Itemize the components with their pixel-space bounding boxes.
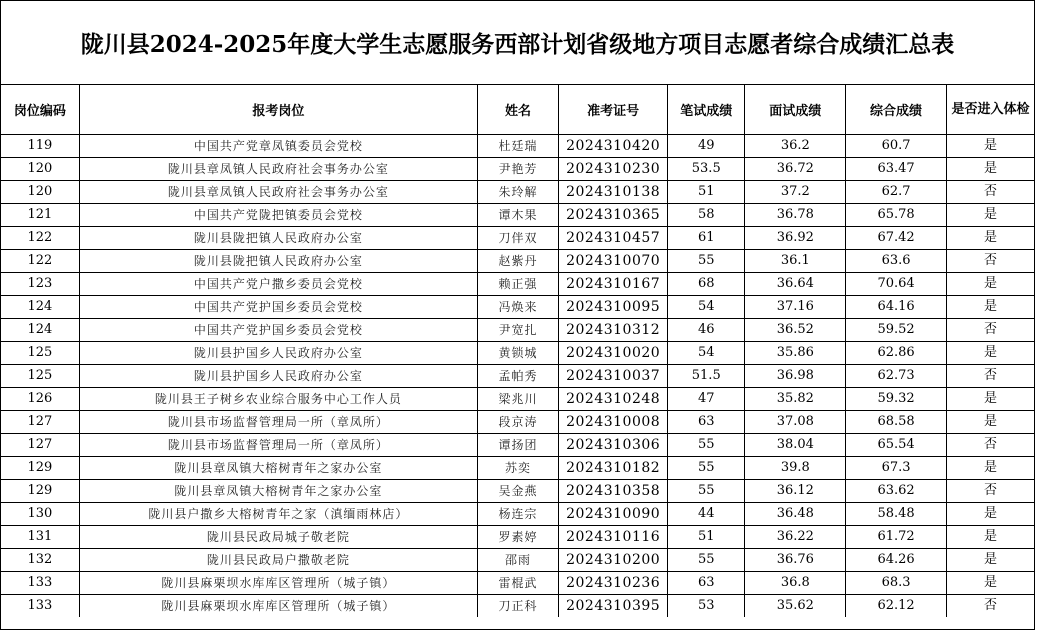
cell-code: 133 [1,572,79,595]
cell-total: 67.3 [846,457,947,480]
table-row [1,572,1034,595]
cell-code: 133 [1,595,79,618]
cell-post: 中国共产党户撒乡委员会党校 [79,273,477,296]
cell-total: 67.42 [846,227,947,250]
cell-code: 129 [1,457,79,480]
cell-interview: 36.8 [745,572,846,595]
cell-physical: 是 [946,503,1034,526]
cell-name: 吴金燕 [477,480,558,503]
cell-total: 63.6 [846,250,947,273]
cell-exam-id: 2024310182 [559,457,668,480]
header-row [1,85,1034,135]
cell-post: 陇川县章凤镇人民政府社会事务办公室 [79,181,477,204]
cell-written: 55 [668,457,745,480]
cell-interview: 36.1 [745,250,846,273]
cell-total: 63.47 [846,158,947,181]
cell-name: 孟帕秀 [477,365,558,388]
cell-post: 陇川县麻栗坝水库库区管理所（城子镇） [79,595,477,618]
cell-exam-id: 2024310358 [559,480,668,503]
cell-written: 51 [668,181,745,204]
cell-total: 62.12 [846,595,947,618]
cell-post: 中国共产党护国乡委员会党校 [79,319,477,342]
cell-post: 陇川县章凤镇人民政府社会事务办公室 [79,158,477,181]
cell-exam-id: 2024310312 [559,319,668,342]
table-row [1,526,1034,549]
cell-physical: 是 [946,411,1034,434]
cell-name: 尹艳芳 [477,158,558,181]
cell-total: 62.73 [846,365,947,388]
cell-total: 59.52 [846,319,947,342]
cell-total: 59.32 [846,388,947,411]
table-row [1,434,1034,457]
table-row [1,411,1034,434]
cell-total: 58.48 [846,503,947,526]
cell-exam-id: 2024310116 [559,526,668,549]
cell-post: 陇川县民政局城子敬老院 [79,526,477,549]
cell-physical: 是 [946,135,1034,158]
cell-exam-id: 2024310070 [559,250,668,273]
cell-post: 陇川县市场监督管理局一所（章凤所） [79,411,477,434]
cell-code: 127 [1,411,79,434]
table-row [1,204,1034,227]
cell-code: 120 [1,181,79,204]
cell-exam-id: 2024310236 [559,572,668,595]
cell-interview: 36.98 [745,365,846,388]
cell-interview: 36.52 [745,319,846,342]
cell-name: 黄锁城 [477,342,558,365]
cell-interview: 36.22 [745,526,846,549]
cell-total: 68.3 [846,572,947,595]
cell-total: 64.16 [846,296,947,319]
cell-name: 雷棍武 [477,572,558,595]
cell-interview: 35.82 [745,388,846,411]
cell-written: 63 [668,411,745,434]
cell-exam-id: 2024310306 [559,434,668,457]
cell-post: 陇川县陇把镇人民政府办公室 [79,227,477,250]
cell-written: 55 [668,549,745,572]
cell-code: 122 [1,250,79,273]
cell-total: 60.7 [846,135,947,158]
cell-code: 129 [1,480,79,503]
cell-total: 70.64 [846,273,947,296]
header-written: 笔试成绩 [668,85,745,135]
cell-name: 邵雨 [477,549,558,572]
cell-code: 127 [1,434,79,457]
table-row [1,365,1034,388]
cell-post: 陇川县护国乡人民政府办公室 [79,365,477,388]
cell-total: 64.26 [846,549,947,572]
table-row [1,480,1034,503]
cell-name: 杨连宗 [477,503,558,526]
table-row [1,135,1034,158]
table-row [1,457,1034,480]
cell-physical: 是 [946,296,1034,319]
cell-interview: 36.2 [745,135,846,158]
cell-exam-id: 2024310037 [559,365,668,388]
cell-name: 段京涛 [477,411,558,434]
cell-code: 124 [1,319,79,342]
cell-code: 132 [1,549,79,572]
cell-total: 62.7 [846,181,947,204]
cell-interview: 39.8 [745,457,846,480]
cell-post: 陇川县章凤镇大榕树青年之家办公室 [79,457,477,480]
cell-name: 朱玲解 [477,181,558,204]
cell-exam-id: 2024310090 [559,503,668,526]
cell-physical: 是 [946,549,1034,572]
cell-physical: 是 [946,158,1034,181]
cell-interview: 36.64 [745,273,846,296]
cell-name: 罗素婷 [477,526,558,549]
cell-name: 苏奕 [477,457,558,480]
cell-exam-id: 2024310167 [559,273,668,296]
table-row [1,503,1034,526]
cell-written: 55 [668,480,745,503]
cell-name: 梁兆川 [477,388,558,411]
cell-interview: 36.72 [745,158,846,181]
cell-physical: 否 [946,181,1034,204]
cell-total: 68.58 [846,411,947,434]
cell-post: 陇川县章凤镇大榕树青年之家办公室 [79,480,477,503]
cell-written: 58 [668,204,745,227]
cell-written: 53 [668,595,745,618]
cell-interview: 36.76 [745,549,846,572]
cell-physical: 否 [946,595,1034,618]
cell-exam-id: 2024310457 [559,227,668,250]
cell-exam-id: 2024310138 [559,181,668,204]
cell-physical: 是 [946,572,1034,595]
cell-total: 65.54 [846,434,947,457]
header-name: 姓名 [477,85,558,135]
cell-interview: 36.48 [745,503,846,526]
cell-written: 51.5 [668,365,745,388]
cell-interview: 36.78 [745,204,846,227]
cell-post: 中国共产党陇把镇委员会党校 [79,204,477,227]
header-exam-id: 准考证号 [559,85,668,135]
cell-exam-id: 2024310395 [559,595,668,618]
table-row [1,388,1034,411]
cell-written: 51 [668,526,745,549]
cell-exam-id: 2024310230 [559,158,668,181]
table-row [1,296,1034,319]
cell-name: 赖正强 [477,273,558,296]
cell-total: 63.62 [846,480,947,503]
cell-code: 125 [1,365,79,388]
cell-name: 谭木果 [477,204,558,227]
cell-name: 刀正科 [477,595,558,618]
page-title: 陇川县2024-2025年度大学生志愿服务西部计划省级地方项目志愿者综合成绩汇总表 [1,1,1034,85]
cell-post: 陇川县户撒乡大榕树青年之家（滇缅雨林店） [79,503,477,526]
cell-name: 尹宽扎 [477,319,558,342]
cell-exam-id: 2024310095 [559,296,668,319]
cell-written: 46 [668,319,745,342]
score-table [1,85,1034,617]
header-interview: 面试成绩 [745,85,846,135]
cell-interview: 37.08 [745,411,846,434]
cell-written: 53.5 [668,158,745,181]
cell-interview: 38.04 [745,434,846,457]
cell-written: 68 [668,273,745,296]
cell-post: 陇川县市场监督管理局一所（章凤所） [79,434,477,457]
cell-interview: 36.92 [745,227,846,250]
table-row [1,273,1034,296]
cell-interview: 37.16 [745,296,846,319]
cell-post: 陇川县王子树乡农业综合服务中心工作人员 [79,388,477,411]
cell-interview: 35.62 [745,595,846,618]
cell-physical: 是 [946,388,1034,411]
cell-written: 54 [668,342,745,365]
header-total: 综合成绩 [846,85,947,135]
cell-physical: 否 [946,365,1034,388]
cell-written: 61 [668,227,745,250]
cell-total: 62.86 [846,342,947,365]
cell-physical: 是 [946,526,1034,549]
cell-written: 55 [668,250,745,273]
cell-post: 陇川县民政局户撒敬老院 [79,549,477,572]
cell-post: 陇川县陇把镇人民政府办公室 [79,250,477,273]
cell-physical: 是 [946,273,1034,296]
cell-code: 125 [1,342,79,365]
cell-physical: 否 [946,250,1034,273]
header-post: 报考岗位 [79,85,477,135]
cell-exam-id: 2024310365 [559,204,668,227]
cell-code: 131 [1,526,79,549]
cell-written: 47 [668,388,745,411]
table-row [1,549,1034,572]
table-row [1,181,1034,204]
table-row [1,250,1034,273]
cell-code: 123 [1,273,79,296]
table-row [1,319,1034,342]
cell-name: 谭扬团 [477,434,558,457]
cell-physical: 否 [946,434,1034,457]
cell-physical: 否 [946,480,1034,503]
table-row [1,158,1034,181]
cell-post: 中国共产党护国乡委员会党校 [79,296,477,319]
cell-exam-id: 2024310020 [559,342,668,365]
cell-name: 刀伴双 [477,227,558,250]
cell-exam-id: 2024310008 [559,411,668,434]
cell-code: 120 [1,158,79,181]
cell-post: 陇川县护国乡人民政府办公室 [79,342,477,365]
cell-physical: 是 [946,227,1034,250]
cell-code: 130 [1,503,79,526]
cell-code: 119 [1,135,79,158]
table-row [1,595,1034,618]
cell-code: 126 [1,388,79,411]
cell-written: 55 [668,434,745,457]
cell-exam-id: 2024310200 [559,549,668,572]
cell-name: 赵紫丹 [477,250,558,273]
cell-exam-id: 2024310248 [559,388,668,411]
cell-post: 中国共产党章凤镇委员会党校 [79,135,477,158]
cell-code: 124 [1,296,79,319]
cell-exam-id: 2024310420 [559,135,668,158]
table-row [1,227,1034,250]
table-row [1,342,1034,365]
cell-total: 61.72 [846,526,947,549]
cell-interview: 37.2 [745,181,846,204]
cell-physical: 是 [946,342,1034,365]
cell-interview: 36.12 [745,480,846,503]
cell-name: 冯焕来 [477,296,558,319]
cell-code: 122 [1,227,79,250]
cell-interview: 35.86 [745,342,846,365]
cell-code: 121 [1,204,79,227]
cell-physical: 否 [946,319,1034,342]
cell-name: 杜廷瑞 [477,135,558,158]
cell-written: 44 [668,503,745,526]
cell-written: 49 [668,135,745,158]
cell-physical: 是 [946,204,1034,227]
header-code: 岗位编码 [1,85,79,135]
cell-written: 63 [668,572,745,595]
header-physical: 是否进入体检 [946,85,1034,135]
cell-physical: 是 [946,457,1034,480]
cell-total: 65.78 [846,204,947,227]
cell-written: 54 [668,296,745,319]
cell-post: 陇川县麻栗坝水库库区管理所（城子镇） [79,572,477,595]
